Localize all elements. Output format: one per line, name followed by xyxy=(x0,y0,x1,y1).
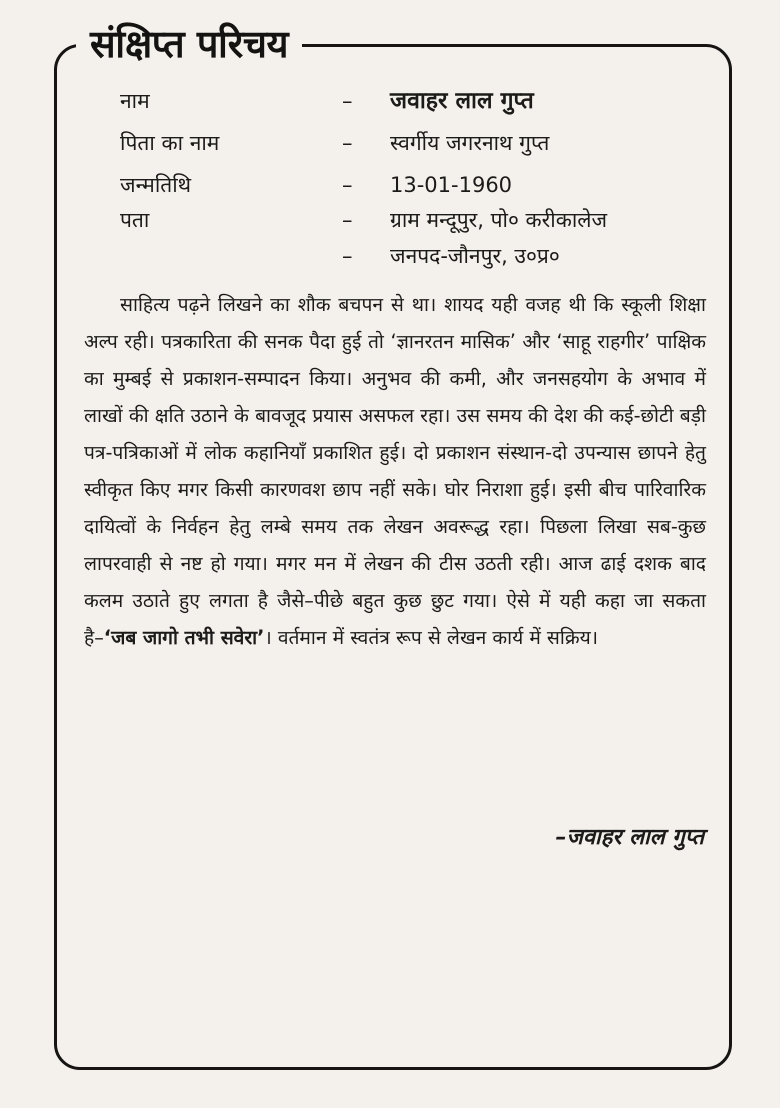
info-value: जनपद-जौनपुर, उ०प्र० xyxy=(390,244,560,268)
info-dash: – xyxy=(342,208,353,232)
info-dash: – xyxy=(342,244,353,268)
info-value: 13-01-1960 xyxy=(390,173,513,197)
bio-text: साहित्य पढ़ने लिखने का शौक बचपन से था। शायद यही वजह थी कि स्कूली शिक्षा अल्प रही। पत्रकारिता की सनक पैदा हुई तो ‘ज्ञानरतन मासिक’ और ‘साहू राहगीर’ पाक्षिक का मुम्बई से प्रकाशन-सम्पादन किया। अनुभव की कमी, और जनसहयोग के अभाव में लाखों की क्षति उठाने के बावजूद प्रयास असफल रहा। उस समय की देश की कई-छोटी बड़ी पत्र-पत्रिकाओं में लोक कहानियाँ प्रकाशित हुई। दो प्रकाशन संस्थान-दो उपन्यास छापने हेतु स्वीकृत किए मगर किसी कारणवश छाप नहीं सके। घोर निराशा हुई। इसी बीच पारिवारिक दायित्वों के निर्वहन हेतु लम्बे समय तक लेखन अवरूद्ध रहा। पिछला लिखा सब-कुछ लापरवाही से नष्ट हो गया। मगर मन में लेखन की टीस उठती रही। आज ढाई दशक बाद कलम उठाते हुए लगता है जैसे–पीछे बहुत कुछ छुट गया। ऐसे में यही कहा जा सकता है– xyxy=(84,293,706,649)
bio-emphasis: ‘जब जागो तभी सवेरा’ xyxy=(103,626,265,649)
page-title: संक्षिप्त परिचय xyxy=(76,16,302,72)
info-dash: – xyxy=(342,131,353,155)
bio-text-end: । वर्तमान में स्वतंत्र रूप से लेखन कार्य में सक्रिय। xyxy=(264,626,598,649)
info-value: जवाहर लाल गुप्त xyxy=(390,88,534,114)
info-dash: – xyxy=(342,173,353,197)
info-value: ग्राम मन्दूपुर, पो० करीकालेज xyxy=(390,208,608,232)
bio-paragraph xyxy=(84,286,706,656)
info-label: पिता का नाम xyxy=(120,131,220,155)
author-signature: –जवाहर लाल गुप्त xyxy=(555,825,704,850)
info-value: स्वर्गीय जगरनाथ गुप्त xyxy=(390,131,550,155)
info-label: पता xyxy=(120,208,150,232)
info-label: जन्मतिथि xyxy=(120,173,192,197)
info-dash: – xyxy=(342,89,353,113)
info-label: नाम xyxy=(120,89,150,113)
